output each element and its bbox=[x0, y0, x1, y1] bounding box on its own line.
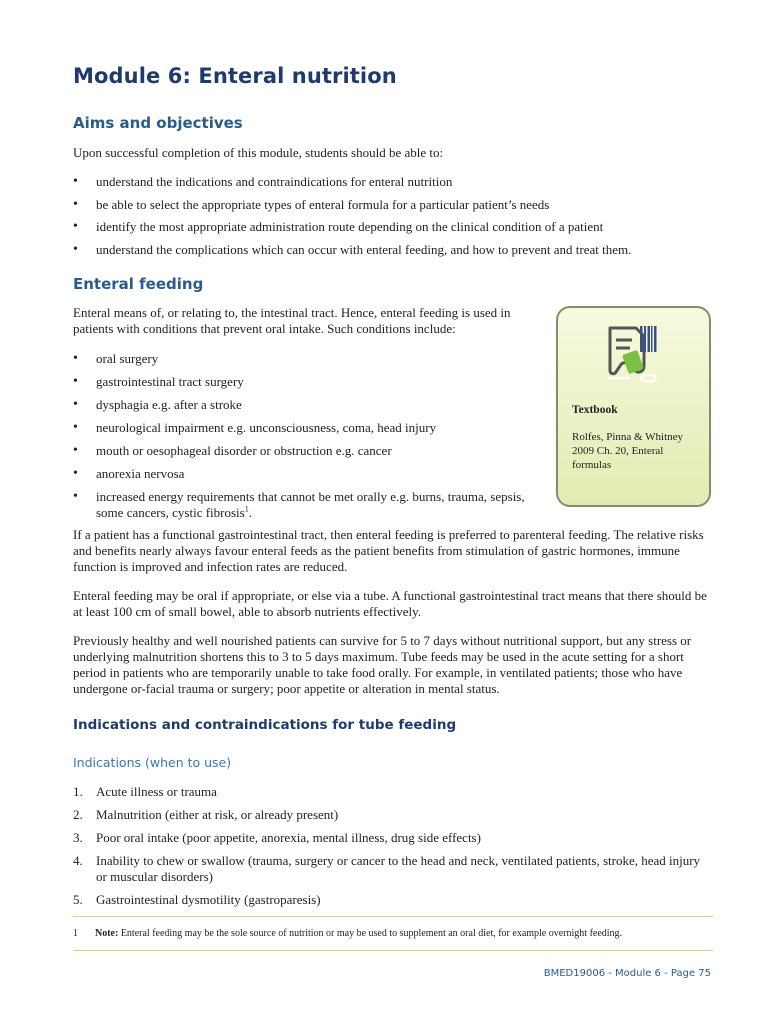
footnote bbox=[73, 927, 723, 940]
list-item: • identify the most appropriate administration route depending on the clinical condition of a patient bbox=[73, 219, 713, 235]
textbook-reference: Rolfes, Pinna & Whitney 2009 Ch. 20, Enteral formulas bbox=[572, 431, 684, 471]
list-item-text: Poor oral intake (poor appetite, anorexia, mental illness, drug side effects) bbox=[96, 830, 481, 845]
list-item bbox=[73, 807, 713, 823]
indications-subheading: Indications (when to use) bbox=[73, 755, 232, 770]
list-number: 4. bbox=[73, 853, 83, 868]
page-title: Module 6: Enteral nutrition bbox=[73, 64, 397, 88]
list-item-text: Malnutrition (either at risk, or already present) bbox=[96, 807, 339, 822]
aims-intro: Upon successful completion of this module, students should be able to: bbox=[73, 145, 444, 160]
enteral-para-3: Previously healthy and well nourished patients can survive for 5 to 7 days without nutritional support, but any stress or underlying malnutrition shortens this to 3 to 5 days maximum. Tube feeds may be used in the acute setting for a short period in patients who are temporarily unable to take food orally. For example, in ventilated patients; those who have undergone or-facial trauma or surgery; poor appetite or alteration in mental status. bbox=[73, 633, 692, 696]
list-item bbox=[73, 892, 713, 908]
list-item: • dysphagia e.g. after a stroke bbox=[73, 397, 528, 413]
textbook-callout bbox=[556, 306, 711, 507]
aims-list bbox=[73, 174, 713, 258]
book-document-icon bbox=[600, 322, 664, 392]
textbook-label: Textbook bbox=[572, 404, 618, 416]
divider bbox=[73, 916, 713, 917]
footnote-ref[interactable]: 1 bbox=[244, 504, 249, 514]
indications-list bbox=[73, 784, 713, 908]
list-number: 5. bbox=[73, 892, 83, 907]
footnote-number: 1 bbox=[73, 928, 78, 939]
list-item bbox=[73, 489, 528, 521]
list-item: • gastrointestinal tract surgery bbox=[73, 374, 528, 390]
list-item: • be able to select the appropriate types of enteral formula for a particular patient’s needs bbox=[73, 197, 713, 213]
list-item bbox=[73, 853, 713, 885]
indications-heading: Indications and contraindications for tube feeding bbox=[73, 717, 457, 733]
list-item: • oral surgery bbox=[73, 351, 528, 367]
list-item: • mouth or oesophageal disorder or obstruction e.g. cancer bbox=[73, 443, 528, 459]
list-number: 3. bbox=[73, 830, 83, 845]
aims-heading: Aims and objectives bbox=[73, 114, 243, 132]
list-item bbox=[73, 830, 713, 846]
list-item-text: increased energy requirements that cannot be met orally e.g. burns, trauma, sepsis, some cancers, cystic fibrosis bbox=[96, 489, 525, 520]
conditions-list bbox=[73, 351, 528, 521]
list-item-text: Acute illness or trauma bbox=[96, 784, 217, 799]
list-item bbox=[73, 784, 713, 800]
list-item: • anorexia nervosa bbox=[73, 466, 528, 482]
page-footer: BMED19006 - Module 6 - Page 75 bbox=[543, 968, 711, 979]
list-item-end: . bbox=[248, 505, 252, 520]
list-number: 1. bbox=[73, 784, 83, 799]
enteral-heading: Enteral feeding bbox=[73, 275, 204, 293]
footnote-text: Enteral feeding may be the sole source of nutrition or may be used to supplement an oral diet, for example overnight feeding. bbox=[118, 928, 623, 939]
list-item: • understand the indications and contraindications for enteral nutrition bbox=[73, 174, 713, 190]
list-item: • understand the complications which can occur with enteral feeding, and how to prevent and treat them. bbox=[73, 242, 713, 258]
divider bbox=[73, 950, 713, 951]
list-item-text: Gastrointestinal dysmotility (gastroparesis) bbox=[96, 892, 321, 907]
footnote-note-label: Note: bbox=[95, 928, 119, 939]
enteral-para-2: Enteral feeding may be oral if appropriate, or else via a tube. A functional gastrointestinal tract means that there should be at least 100 cm of small bowel, able to absorb nutrients effectively. bbox=[73, 588, 707, 619]
enteral-intro: Enteral means of, or relating to, the intestinal tract. Hence, enteral feeding is used in patients with conditions that prevent oral intake. Such conditions include: bbox=[73, 305, 511, 336]
list-item-text: Inability to chew or swallow (trauma, surgery or cancer to the head and neck, ventilated patients, stroke, head injury or muscular disorders) bbox=[96, 853, 701, 884]
enteral-para-1: If a patient has a functional gastrointestinal tract, then enteral feeding is preferred to parenteral feeding. The relative risks and benefits nearly always favour enteral feeds as the patient benefits from stimulation of gastric hormones, immune function is improved and infection rates are reduced. bbox=[73, 527, 704, 574]
list-number: 2. bbox=[73, 807, 83, 822]
list-item: • neurological impairment e.g. unconsciousness, coma, head injury bbox=[73, 420, 528, 436]
